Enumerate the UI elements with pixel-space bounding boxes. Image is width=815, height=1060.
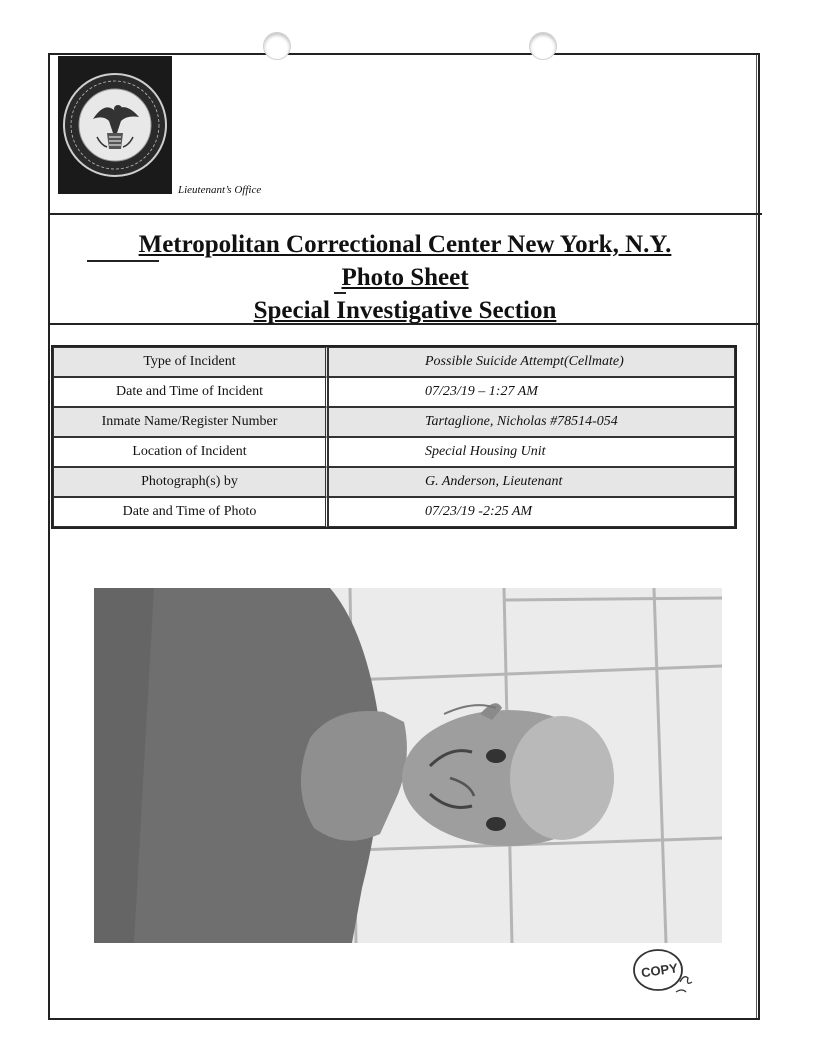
- table-row: [53, 437, 735, 467]
- table-row: [53, 407, 735, 437]
- row-value: Possible Suicide Attempt(Cellmate): [328, 347, 735, 377]
- doj-seal-logo: [58, 56, 172, 194]
- row-label: Photograph(s) by: [53, 467, 328, 497]
- section-title: Special Investigative Section: [253, 297, 557, 324]
- row-value: 07/23/19 – 1:27 AM: [328, 377, 735, 407]
- row-label: Inmate Name/Register Number: [53, 407, 328, 437]
- photo-image: [94, 588, 722, 943]
- row-value: Special Housing Unit: [328, 437, 735, 467]
- row-label: Date and Time of Incident: [53, 377, 328, 407]
- row-value: Tartaglione, Nicholas #78514-054: [328, 407, 735, 437]
- table-row: [53, 467, 735, 497]
- punch-hole-left: [263, 32, 291, 60]
- row-value: 07/23/19 -2:25 AM: [328, 497, 735, 527]
- facility-title: Metropolitan Correctional Center New York, N.Y.: [138, 231, 672, 258]
- table-row: [53, 347, 735, 377]
- row-label: Date and Time of Photo: [53, 497, 328, 527]
- photo-sheet-title: Photo Sheet: [341, 264, 469, 291]
- title-block: [50, 215, 760, 325]
- incident-photograph: [94, 588, 722, 943]
- row-label: Type of Incident: [53, 347, 328, 377]
- copy-stamp: [632, 948, 694, 996]
- row-label: Location of Incident: [53, 437, 328, 467]
- punch-hole-right: [529, 32, 557, 60]
- title-underline-extension: [334, 292, 346, 294]
- seal-icon: [61, 71, 169, 179]
- row-value: G. Anderson, Lieutenant: [328, 467, 735, 497]
- lieutenants-office-label: Lieutenant’s Office: [178, 184, 262, 196]
- title-underline-extension: [87, 260, 159, 262]
- table-row: [53, 497, 735, 527]
- incident-info-table: [51, 345, 737, 529]
- copy-stamp-text: COPY: [640, 960, 679, 981]
- copy-stamp-icon: [632, 948, 694, 996]
- table-row: [53, 377, 735, 407]
